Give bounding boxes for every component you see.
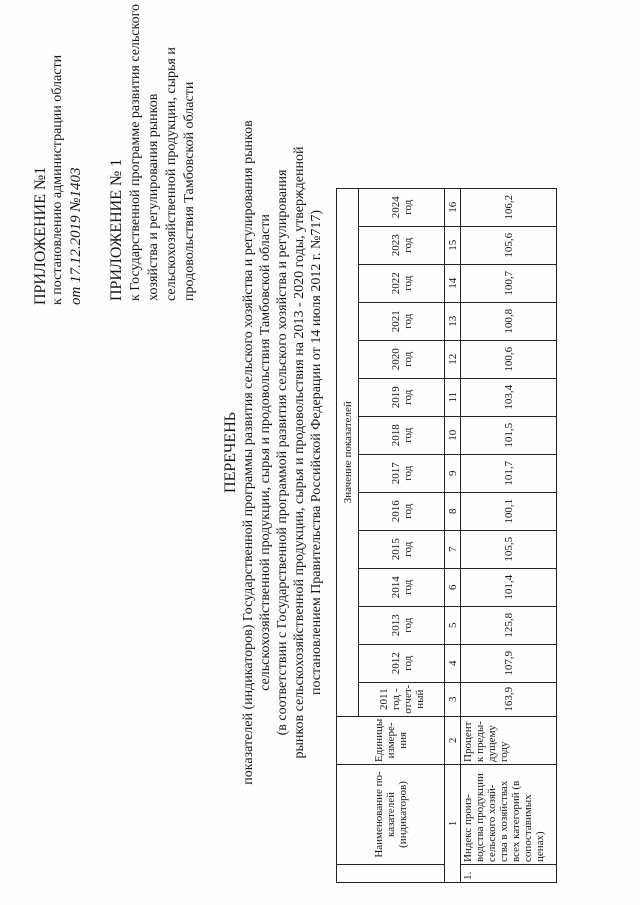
year-header: 2022 год: [359, 264, 445, 302]
year-header: 2019 год: [359, 378, 445, 416]
year-header: 2020 год: [359, 340, 445, 378]
year-header: 2015 год: [359, 530, 445, 568]
values-group-header: Значение показателей: [337, 188, 359, 716]
column-number: 5: [445, 606, 461, 644]
value-cell: 105,5: [461, 530, 557, 568]
year-header: 2012 год: [359, 644, 445, 682]
appendix1-title: ПРИЛОЖЕНИЕ №1: [32, 166, 49, 305]
column-number: 7: [445, 530, 461, 568]
column-number: 12: [445, 340, 461, 378]
value-cell: 107,9: [461, 644, 557, 682]
unit-header: Единицы измере-ния: [337, 716, 445, 764]
year-header: 2014 год: [359, 568, 445, 606]
column-number: 16: [445, 188, 461, 226]
column-number: 2: [445, 716, 461, 764]
year-header: 2023 год: [359, 226, 445, 264]
document-subtitle: [240, 0, 325, 905]
indicator-unit: Процент к преды-дущему году: [461, 716, 557, 764]
column-number: 3: [445, 682, 461, 716]
name-header: Наименование по-казателей (индикаторов): [337, 765, 445, 865]
year-header: 2018 год: [359, 416, 445, 454]
year-header: 2024 год: [359, 188, 445, 226]
value-cell: 103,4: [461, 378, 557, 416]
appendix1-basis: к постановлению администрации области: [50, 54, 65, 305]
column-number: 1: [445, 765, 461, 883]
column-number: 10: [445, 416, 461, 454]
year-header: 2013 год: [359, 606, 445, 644]
value-cell: 105,6: [461, 226, 557, 264]
subtitle-line: (в соответствии с Государственной программой развития сельского хозяйства и регулирования: [275, 169, 290, 736]
indicator-name: Индекс произ-водства продукции сельского хозяй-ства в хозяйствах всех категорий (в сопоставимых ценах): [461, 765, 557, 865]
year-header: 2016 год: [359, 492, 445, 530]
column-number: 14: [445, 264, 461, 302]
column-numbers-row: [445, 188, 461, 882]
value-cell: 100,1: [461, 492, 557, 530]
year-header: 2017 год: [359, 454, 445, 492]
value-cell: 101,4: [461, 568, 557, 606]
num-header: [337, 865, 445, 883]
table-row: [461, 188, 557, 882]
value-cell: 100,8: [461, 302, 557, 340]
column-number: 4: [445, 644, 461, 682]
appendix2-basis: к Государственной программе развития сельского хозяйства и регулирования рынков сельскохозяйственной продукции, сырья и продовольствия Тамбовской области: [128, 4, 197, 301]
year-header: 2021 год: [359, 302, 445, 340]
document-title: ПЕРЕЧЕНЬ: [222, 412, 239, 493]
value-cell: 163,9: [461, 682, 557, 716]
appendix1-date: от 17.12.2019 №1403: [68, 167, 84, 305]
value-cell: 100,7: [461, 264, 557, 302]
column-number: 8: [445, 492, 461, 530]
column-number: 9: [445, 454, 461, 492]
value-cell: 106,2: [461, 188, 557, 226]
column-number: 15: [445, 226, 461, 264]
subtitle-line: постановлением Правительства Российской Федерации от 14 июля 2012 г. №717): [309, 209, 324, 696]
appendix2-title: ПРИЛОЖЕНИЕ № 1: [108, 158, 125, 301]
row-number: 1.: [461, 865, 557, 883]
indicators-table: [336, 188, 557, 883]
subtitle-line: рынков сельскохозяйственной продукции, сырья и продовольствия на 2013 - 2020 годы, утвержденной: [292, 146, 307, 759]
subtitle-line: показателей (индикаторов) Государственной программы развития сельского хозяйства и регулирования рынков: [241, 120, 256, 785]
column-number: 13: [445, 302, 461, 340]
subtitle-line: сельскохозяйственной продукции, сырья и продовольствия Тамбовской области: [258, 214, 273, 691]
year-header: 2011 год - отчет-ный: [359, 682, 445, 716]
column-number: 11: [445, 378, 461, 416]
value-cell: 100,6: [461, 340, 557, 378]
value-cell: 125,8: [461, 606, 557, 644]
column-number: 6: [445, 568, 461, 606]
value-cell: 101,7: [461, 454, 557, 492]
value-cell: 101,5: [461, 416, 557, 454]
